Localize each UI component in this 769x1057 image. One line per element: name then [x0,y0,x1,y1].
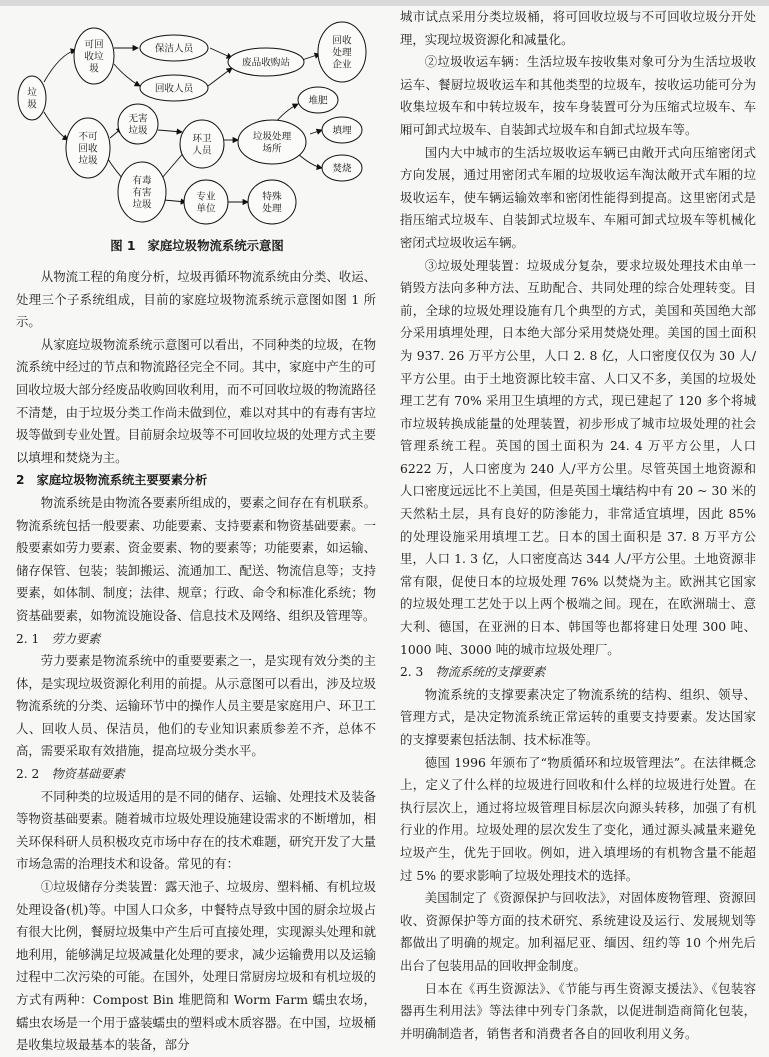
edge-hazardous-professional [164,200,186,202]
subsection-title: 劳力要素 [51,631,101,646]
edge-harmless-sanitation [158,130,182,132]
node-label-non-recyclable: 垃圾 [78,155,98,167]
paragraph: 城市试点采用分类垃圾桶，将可回收垃圾与不可回收垃圾分开处理，实现垃圾资源化和减量化。 [400,9,756,47]
node-label-recyclable: 收垃 [84,51,104,63]
node-label-recycle-company: 企业 [332,59,352,71]
node-label-waste-station: 废品收购站 [242,57,290,69]
node-label-sanitation: 人员 [192,145,212,157]
node-label-incineration: 焚烧 [332,163,352,175]
node-label-professional-unit: 专业 [196,191,216,203]
subsection-number: 2. 1 [16,631,40,646]
paragraph: 不同种类的垃圾适用的是不同的储存、运输、处理技术及装备等物资基础要素。随着城市垃圾处理设施建设需求的不断增加，相关环保科研人员积极攻克市场中存在的技术难题，研究开发了大量市场急需的治理技术和设备。常见的有： [16,788,376,872]
paragraph: 物流系统的支撑要素决定了物流系统的结构、组织、领导、管理方式，是决定物流系统正常运转的重要支持要素。发达国家的支撑要素包括法制、技术标准等。 [400,686,756,747]
node-label-non-recyclable: 回收 [78,143,98,155]
edge-collector-station [208,68,232,86]
subsection-heading-2-1 [16,628,376,651]
edge-cleaner-station [210,48,232,58]
paragraph: 从家庭垃圾物流系统示意图可以看出，不同种类的垃圾，在物流系统中经过的节点和物流路径完全不同。其中，家庭中产生的可回收垃圾大部分经废品收购回收利用，而不可回收垃圾的物流路径不清楚，由于垃圾分类工作尚未做到位，难以对其中的有毒有害垃圾等做到专业处置。目前厨余垃圾等不可回收垃圾的处理方式主要以填埋和焚烧为主。 [16,336,376,465]
node-label-recycle-company: 处理 [332,47,352,59]
subsection-title: 物流系统的支撑要素 [435,665,546,680]
figure-caption-text: 家庭垃圾物流系统示意图 [147,238,284,253]
node-label-cleaner: 保洁人员 [154,43,194,55]
paragraph: 美国制定了《资源保护与回收法》，对固体废物管理、资源回收、资源保护等方面的技术研究、系统建设及运行、发展规划等都做出了明确的规定。加利福尼亚、缅因、纽约等 10 个州先后出台了包装用品的回收押金制度。 [400,890,756,973]
subsection-title: 物资基础要素 [51,767,125,782]
node-label-garbage: 圾 [27,99,37,111]
paragraph: ①垃圾储存分类装置：露天池子、垃圾房、塑料桶、有机垃圾处理设备(机)等。中国人口众多，中餐特点导致中国的厨余垃圾占有很大比例，餐厨垃圾集中产生后可直接处理，实现源头处理和就地利用，能够满足垃圾减量化处理的要求，减少运输费用以及运输过程中二次污染的可能。在国外，处理日常厨房垃圾和有机垃圾的方式有两种：Compost Bin 堆肥筒和 Worm Farm 蠕虫农场，蠕虫农场是一个用于盛装蠕虫的塑料或木质容器。在中国，垃圾桶是收集垃圾最基本的装备，部分 [16,879,376,1053]
node-label-harmless: 垃圾 [128,125,148,137]
right-column [400,6,756,1045]
paragraph: ②垃圾收运车辆：生活垃圾车按收集对象可分为生活垃圾收运车、餐厨垃圾收运车和其他类型的垃圾车，按收运功能可分为收集垃圾车和中转垃圾车，按车身装置可分为压缩式垃圾车、车厢可卸式垃圾车、自装卸式垃圾车和自卸式垃圾车等。 [400,54,756,137]
node-label-recycle-company: 回收 [332,35,352,47]
edge-garbage-recyclable [44,50,76,82]
node-label-processing-site: 场所 [262,143,282,155]
node-label-professional-unit: 单位 [196,203,216,215]
node-label-non-recyclable: 不可 [78,131,98,143]
paragraph: 从物流工程的角度分析，垃圾再循环物流系统由分类、收运、处理三个子系统组成，目前的家庭垃圾物流系统示意图如图 1 所示。 [16,269,376,330]
node-label-compost: 堆肥 [308,95,328,107]
figure-diagram [16,14,378,234]
node-label-hazardous: 有毒 [132,175,152,187]
node-label-special-treatment: 处理 [262,203,282,215]
node-label-sanitation: 环卫 [192,133,212,145]
node-label-garbage: 垃 [27,87,37,99]
edge-recyclable-collector [114,64,140,86]
paragraph: 国内大中城市的生活垃圾收运车辆已由敞开式向压缩密闭式方向发展，通过用密闭式车厢的垃圾收运车淘汰敞开式车厢的垃圾收运车，使车辆运输效率和密闭性能得到提高。这里密闭式是指压缩式垃圾车、自装卸式垃圾车、车厢可卸式垃圾车等机械化密闭式垃圾收运车辆。 [400,144,756,250]
node-label-harmless: 无害 [128,113,148,125]
node-label-recyclable: 圾 [89,63,99,75]
edge-site-incineration [298,154,322,168]
section-heading-2: 2 家庭垃圾物流系统主要要素分析 [16,473,208,488]
subsection-number: 2. 3 [400,665,424,680]
node-label-hazardous: 有害 [132,187,152,199]
node-label-collector: 回收人员 [154,83,194,95]
paragraph: ③垃圾处理装置：垃圾成分复杂，要求垃圾处理技术由单一销毁方法向多种方法、互助配合、共同处理的综合处理转变。目前，全球的垃圾处理设施有几个典型的方式，美国和英国绝大部分采用填埋处理，日本绝大部分采用焚烧处理。美国的国土面积为 937. 26 万平方公里，人口 2. 8 亿，人口密度仅仅为 30 人/平方公里。由于土地资源比较丰富、人口又不多，美国的垃圾处理工艺有 70% 采用卫生填埋的方式，现已建起了 120 多个将城市垃圾转换成能量的处理装置，初步形成了城市垃圾处理的社会管理系统工程。英国的国土面积为 24. 4 万平方公里，人口 6222 万，人口密度为 240 人/平方公里。尽管英国土地资源和人口密度远远比不上美国，但是英国土壤结构中有 20 ~ 30 米的天然粘土层，具有良好的防渗能力，非常适宜填埋，因此 85% 的处理设施采用填埋工艺。日本的国土面积是 37. 8 万平方公里，人口 1. 3 亿，人口密度高达 344 人/平方公里。土地资源非常有限，促使日本的垃圾处理 76% 以焚烧为主。欧洲其它国家的垃圾处理工艺处于以上两个极端之间。现在，在欧洲瑞士、意大利、德国，在亚洲的日本、韩国等也都将建日处理 300 吨、1000 吨、3000 吨的城市垃圾处理厂。 [400,257,756,657]
paragraph: 劳力要素是物流系统中的重要要素之一，是实现有效分类的主体，是实现垃圾资源化利用的前提。从示意图可以看出，涉及垃圾物流系统的分类、运输环节中的操作人员主要是家庭用户、环卫工人、回收人员、保洁员，他们的专业知识素质参差不齐，总体不高，需要采取有效措施，提高垃圾分类水平。 [16,653,376,759]
left-column [16,266,376,1057]
node-label-landfill: 填埋 [332,125,352,137]
subsection-number: 2. 2 [16,767,40,782]
node-label-hazardous: 垃圾 [132,199,152,211]
edge-site-landfill [310,130,322,134]
edge-station-company [302,54,320,60]
edge-garbage-nonrecyclable [44,112,68,140]
paragraph: 物流系统是由物流各要素所组成的，要素之间存在有机联系。物流系统包括一般要素、功能要素、支持要素和物资基础要素。一般要素如劳力要素、资金要素、物的要素等；功能要素，如运输、储存保管、包装；装卸搬运、流通加工、配送、物流信息等；支持要素，如体制、制度；法律、规章；行政、命令和标准化系统；物资基础要素，如物流设施设备、信息技术及网络、组织及管理等。 [16,494,376,623]
paragraph: 德国 1996 年颁布了“物质循环和垃圾管理法”。在法律概念上，定义了什么样的垃圾进行回收和什么样的垃圾进行处置。在执行层次上，通过将垃圾管理目标层次向源头转移，加强了有机行业的作用。垃圾处理的层次发生了变化，通过源头减量来避免垃圾产生，优先于回收。例如，进入填埋场的有机物含量不能超过 5% 的要求影响了垃圾处理技术的选择。 [400,754,756,883]
figure-caption-label: 图 1 [110,238,136,253]
node-label-processing-site: 垃圾处理 [252,131,292,143]
node-label-recyclable: 可回 [84,39,104,51]
figure-caption [16,236,378,254]
paragraph: 日本在《再生资源法》、《节能与再生资源支援法》、《包装容器再生利用法》等法律中列专门条款，以促进制造商简化包装，并明确制造者，销售者和消费者各自的回收利用义务。 [400,980,756,1041]
subsection-heading-2-2 [16,763,376,786]
node-label-special-treatment: 特殊 [262,191,282,203]
subsection-heading-2-3 [400,661,756,684]
